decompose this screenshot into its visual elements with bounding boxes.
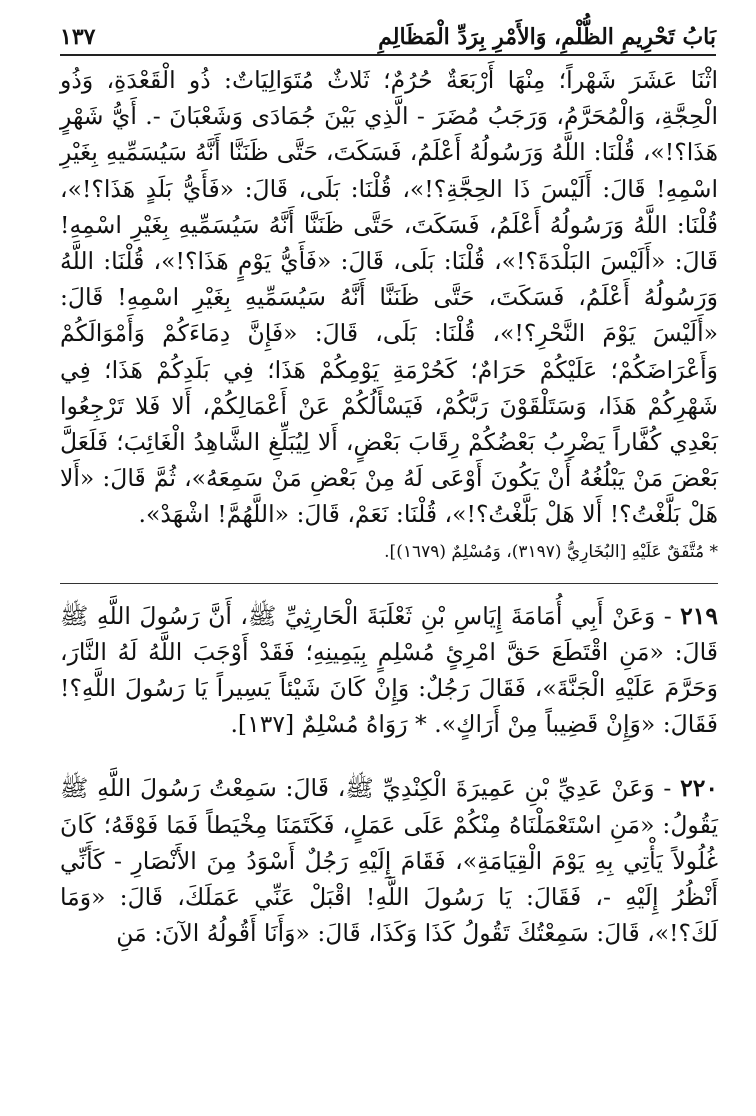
- page-number: ١٣٧: [60, 24, 96, 50]
- page-header: [60, 14, 716, 56]
- chapter-title: بَابُ تَحْرِيمِ الظُّلْمِ، وَالأَمْرِ بِرَدِّ الْمَظَالِمِ: [378, 24, 716, 50]
- page-content: [60, 62, 718, 979]
- hadith-number: ٢٢٠: [680, 774, 718, 803]
- source-note: * مُتَّفَقٌ عَلَيْهِ [البُخَارِيُّ (٣١٩٧)، وَمُسْلِمٌ (١٦٧٩)].: [384, 541, 718, 562]
- hadith-text: وَعَنْ أَبِي أُمَامَةَ إِيَاسِ بْنِ ثَعْلَبَةَ الْحَارِثِيِّ ﷺ، أَنَّ رَسُولَ اللَّهِ ﷺ قَالَ: «مَنِ اقْتَطَعَ حَقَّ امْرِئٍ مُسْلِمٍ بِيَمِينِهِ؛ فَقَدْ أَوْجَبَ اللَّهُ لَهُ النَّارَ، وَحَرَّمَ عَلَيْهِ الْجَنَّةَ»، فَقَالَ رَجُلٌ: وَإِنْ كَانَ شَيْئاً يَسِيراً يَا رَسُولَ اللَّهِ؟! فَقَالَ: «وَإِنْ قَضِيباً مِنْ أَرَاكٍ». * رَوَاهُ مُسْلِمٌ [١٣٧].: [60, 601, 718, 739]
- section-divider: [60, 583, 718, 584]
- hadith-220: ٢٢٠ - وَعَنْ عَدِيِّ بْنِ عَمِيرَةَ الْكِنْدِيِّ ﷺ، قَالَ: سَمِعْتُ رَسُولَ اللَّهِ ﷺ يَقُولُ: «مَنِ اسْتَعْمَلْنَاهُ مِنْكُمْ عَلَى عَمَلٍ، فَكَتَمَنَا مِخْيَطاً فَمَا فَوْقَهُ؛ كَانَ غُلُولاً يَأْتِي بِهِ يَوْمَ الْقِيَامَةِ»، فَقَامَ إِلَيْهِ رَجُلٌ أَسْوَدُ مِنَ الأَنْصَارِ - كَأَنِّي أَنْظُرُ إِلَيْهِ -، فَقَالَ: يَا رَسُولَ اللَّهِ! اقْبَلْ عَنِّي عَمَلَكَ، قَالَ: «وَمَا لَكَ؟!»، قَالَ: سَمِعْتُكَ تَقُولُ كَذَا وَكَذَا، قَالَ: «وَأَنَا أَقُولُهُ الآنَ: مَنِ: [60, 774, 718, 948]
- continued-hadith-text: اثْنَا عَشَرَ شَهْراً؛ مِنْهَا أَرْبَعَةٌ حُرُمٌ؛ ثَلاثٌ مُتَوَالِيَاتٌ: ذُو الْقَعْدَةِ، وَذُو الْحِجَّةِ، وَالْمُحَرَّمُ، وَرَجَبُ مُضَرَ - الَّذِي بَيْنَ جُمَادَى وَشَعْبَانَ -. أَيُّ شَهْرٍ هَذَا؟!»، قُلْنَا: اللَّهُ وَرَسُولُهُ أَعْلَمُ، فَسَكَتَ، حَتَّى ظَنَنَّا أَنَّهُ سَيُسَمِّيهِ بِغَيْرِ اسْمِهِ! قَالَ: أَلَيْسَ ذَا الحِجَّةِ؟!»، قُلْنَا: بَلَى، قَالَ: «فَأَيُّ بَلَدٍ هَذَا؟!»، قُلْنَا: اللَّهُ وَرَسُولُهُ أَعْلَمُ، فَسَكَتَ، حَتَّى ظَنَنَّا أَنَّهُ سَيُسَمِّيهِ بِغَيْرِ اسْمِهِ! قَالَ: «أَلَيْسَ البَلْدَةَ؟!»، قُلْنَا: بَلَى، قَالَ: «فَأَيُّ يَوْمٍ هَذَا؟!»، قُلْنَا: اللَّهُ وَرَسُولُهُ أَعْلَمُ، فَسَكَتَ، حَتَّى ظَنَنَّا أَنَّهُ سَيُسَمِّيهِ بِغَيْرِ اسْمِهِ! قَالَ: «أَلَيْسَ يَوْمَ النَّحْرِ؟!»، قُلْنَا: بَلَى، قَالَ: «فَإِنَّ دِمَاءَكُمْ وَأَمْوَالَكُمْ وَأَعْرَاضَكُمْ؛ عَلَيْكُمْ حَرَامٌ؛ كَحُرْمَةِ يَوْمِكُمْ هَذَا؛ فِي بَلَدِكُمْ هَذَا؛ فِي شَهْرِكُمْ هَذَا، وَسَتَلْقَوْنَ رَبَّكُمْ، فَيَسْأَلُكُمْ عَنْ أَعْمَالِكُمْ، أَلا فَلا تَرْجِعُوا بَعْدِي كُفَّاراً يَضْرِبُ بَعْضُكُمْ رِقَابَ بَعْضٍ، أَلا لِيُبَلِّغِ الشَّاهِدُ الْغَائِبَ؛ فَلَعَلَّ بَعْضَ مَنْ يَبْلُغُهُ أَنْ يَكُونَ أَوْعَى لَهُ مِنْ بَعْضِ مَنْ سَمِعَهُ»، ثُمَّ قَالَ: «أَلا هَلْ بَلَّغْتُ؟! أَلا هَلْ بَلَّغْتُ؟!»، قُلْنَا: نَعَمْ، قَالَ: «اللَّهُمَّ! اشْهَدْ».: [60, 66, 718, 529]
- hadith-number: ٢١٩: [680, 601, 718, 630]
- hadith-text: وَعَنْ عَدِيِّ بْنِ عَمِيرَةَ الْكِنْدِيِّ ﷺ، قَالَ: سَمِعْتُ رَسُولَ اللَّهِ ﷺ يَقُولُ: «مَنِ اسْتَعْمَلْنَاهُ مِنْكُمْ عَلَى عَمَلٍ، فَكَتَمَنَا مِخْيَطاً فَمَا فَوْقَهُ؛ كَانَ غُلُولاً يَأْتِي بِهِ يَوْمَ الْقِيَامَةِ»، فَقَامَ إِلَيْهِ رَجُلٌ أَسْوَدُ مِنَ الأَنْصَارِ - كَأَنِّي أَنْظُرُ إِلَيْهِ -، فَقَالَ: يَا رَسُولَ اللَّهِ! اقْبَلْ عَنِّي عَمَلَكَ، قَالَ: «وَمَا لَكَ؟!»، قَالَ: سَمِعْتُكَ تَقُولُ كَذَا وَكَذَا، قَالَ: «وَأَنَا أَقُولُهُ الآنَ: مَنِ: [60, 774, 718, 948]
- hadith-219: ٢١٩ - وَعَنْ أَبِي أُمَامَةَ إِيَاسِ بْنِ ثَعْلَبَةَ الْحَارِثِيِّ ﷺ، أَنَّ رَسُولَ اللَّهِ ﷺ قَالَ: «مَنِ اقْتَطَعَ حَقَّ امْرِئٍ مُسْلِمٍ بِيَمِينِهِ؛ فَقَدْ أَوْجَبَ اللَّهُ لَهُ النَّارَ، وَحَرَّمَ عَلَيْهِ الْجَنَّةَ»، فَقَالَ رَجُلٌ: وَإِنْ كَانَ شَيْئاً يَسِيراً يَا رَسُولَ اللَّهِ؟! فَقَالَ: «وَإِنْ قَضِيباً مِنْ أَرَاكٍ». * رَوَاهُ مُسْلِمٌ [١٣٧].: [60, 601, 718, 739]
